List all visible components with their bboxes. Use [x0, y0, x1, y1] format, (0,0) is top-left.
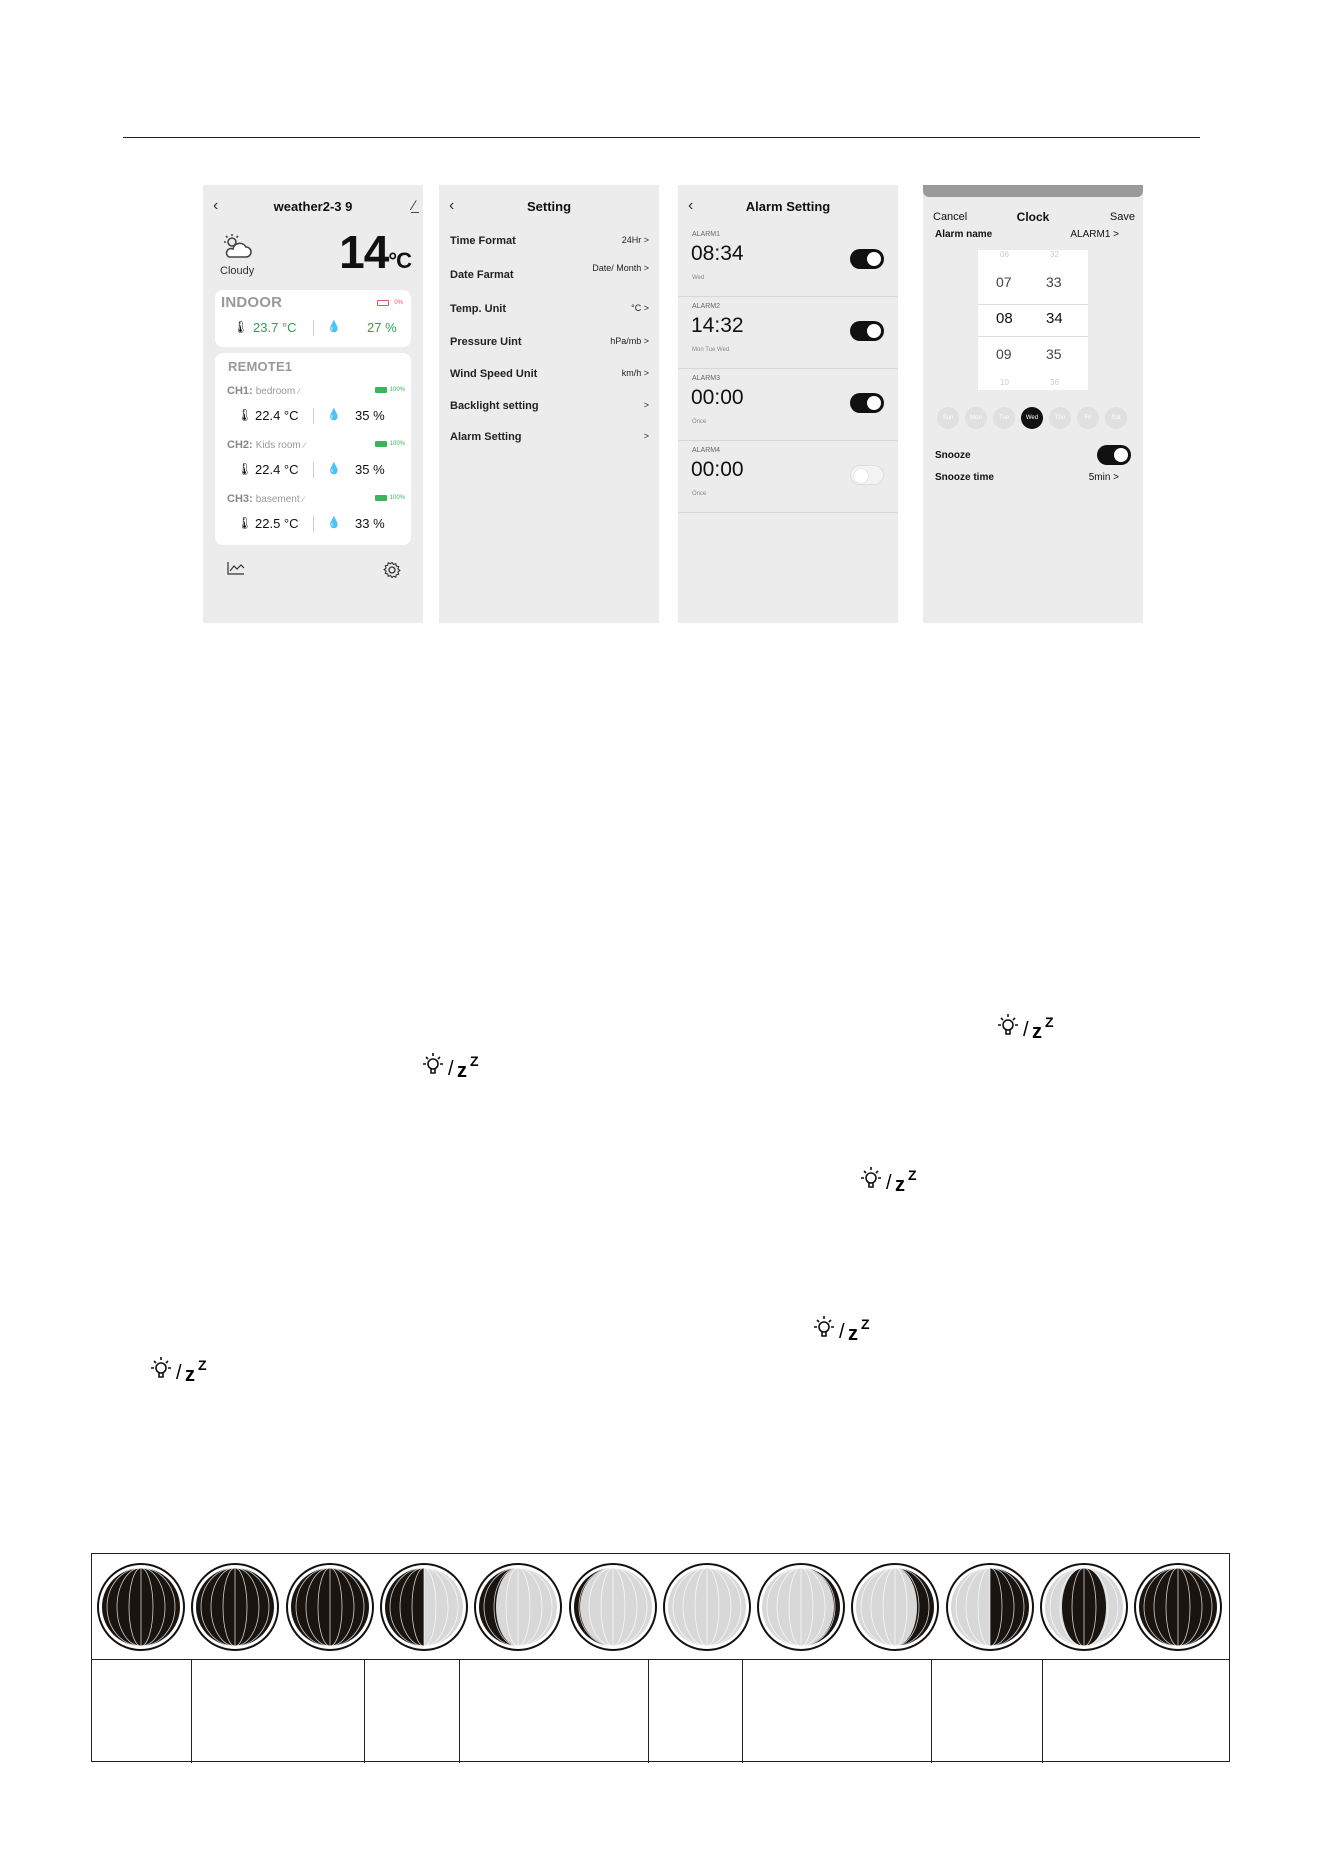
channel-3-readings: 🌡 22.5 °C 💧 33 %: [237, 516, 385, 531]
alarm-toggle[interactable]: [850, 249, 884, 269]
edit-icon: ∕: [303, 441, 306, 450]
channel-3-label[interactable]: CH3: basement ∕: [227, 493, 305, 505]
alarm-toggle[interactable]: [850, 465, 884, 485]
svg-text:/: /: [1023, 1019, 1029, 1041]
divider: [313, 408, 314, 424]
indoor-humidity: 27 %: [367, 320, 397, 335]
thermometer-icon: 🌡: [237, 462, 253, 476]
moon-phase-icon: [849, 1561, 941, 1653]
phone-clock-screen: [923, 185, 1143, 623]
battery-icon: [375, 441, 387, 447]
alarm-row[interactable]: [678, 441, 898, 513]
backlight-snooze-icon: [148, 1353, 214, 1385]
indoor-readings: [215, 318, 411, 338]
alarm-days: Once: [692, 419, 707, 425]
snooze-time-value[interactable]: 5min >: [1088, 472, 1119, 483]
condition-text: Cloudy: [220, 265, 255, 277]
alarm-row[interactable]: [678, 369, 898, 441]
minute-option[interactable]: 33: [1046, 274, 1062, 290]
svg-text:Z: Z: [861, 1316, 870, 1332]
cloudy-icon: [221, 233, 253, 268]
day-sun[interactable]: Sun: [937, 407, 959, 429]
battery-icon: [377, 300, 389, 306]
setting-pressure-unit[interactable]: Pressure Uint hPa/mb >: [450, 336, 649, 348]
moon-phase-icon: [944, 1561, 1036, 1653]
cancel-button[interactable]: Cancel: [933, 211, 968, 223]
setting-temp-unit[interactable]: Temp. Unit °C >: [450, 303, 649, 315]
alarm-toggle[interactable]: [850, 393, 884, 413]
table-divider: [459, 1659, 460, 1763]
header-rule: [123, 137, 1200, 138]
moon-phase-icon: [284, 1561, 376, 1653]
moon-phase-table: [91, 1553, 1230, 1762]
svg-text:/: /: [176, 1362, 182, 1384]
channel-1-label[interactable]: CH1: bedroom ∕: [227, 385, 300, 397]
setting-time-format[interactable]: Time Format 24Hr >: [450, 235, 649, 247]
picker-line: [978, 304, 1088, 305]
snooze-toggle[interactable]: [1097, 445, 1131, 465]
back-icon[interactable]: ‹: [688, 197, 694, 214]
day-tue[interactable]: Tue: [993, 407, 1015, 429]
setting-alarm[interactable]: Alarm Setting >: [450, 431, 649, 443]
moon-phase-icon: [567, 1561, 659, 1653]
outdoor-temperature: 14°C: [339, 226, 411, 278]
minute-option[interactable]: 35: [1046, 346, 1062, 362]
indoor-temp: 23.7 °C: [253, 320, 297, 335]
alarm-time: 00:00: [691, 386, 744, 409]
edit-icon[interactable]: ∕̲: [412, 197, 415, 213]
back-icon[interactable]: ‹: [213, 197, 219, 214]
moon-phase-icon: [189, 1561, 281, 1653]
channel-2-readings: 🌡 22.4 °C 💧 35 %: [237, 462, 385, 477]
battery-level: 100%: [389, 387, 405, 393]
minute-faint: 32: [1050, 250, 1059, 259]
phone-weather-screen: [203, 185, 423, 623]
hour-option[interactable]: 07: [996, 274, 1012, 290]
table-divider: [191, 1659, 192, 1763]
page-title: Setting: [526, 199, 572, 214]
backlight-snooze-icon: [995, 1010, 1061, 1042]
battery-level: 0%: [394, 300, 403, 306]
minute-selected[interactable]: 34: [1046, 310, 1063, 327]
indoor-card[interactable]: [215, 290, 411, 347]
svg-text:z: z: [457, 1060, 467, 1081]
divider: [313, 462, 314, 478]
moon-phase-icon: [472, 1561, 564, 1653]
svg-text:Z: Z: [470, 1053, 479, 1069]
alarm-toggle[interactable]: [850, 321, 884, 341]
table-divider: [1042, 1659, 1043, 1763]
phone-settings-screen: [439, 185, 659, 623]
svg-text:z: z: [185, 1364, 195, 1385]
page-title: Alarm Setting: [745, 199, 831, 214]
humidity-icon: 💧: [327, 517, 341, 529]
moon-phase-icon: [1038, 1561, 1130, 1653]
alarm-row[interactable]: [678, 297, 898, 369]
moon-phase-icon: [95, 1561, 187, 1653]
backlight-snooze-icon: [420, 1049, 486, 1081]
svg-text:Z: Z: [1045, 1014, 1054, 1030]
alarm-days: Mon Tue Wed: [692, 347, 730, 353]
edit-icon: ∕: [302, 495, 305, 504]
battery-icon: [375, 387, 387, 393]
sheet-top-bar: [923, 185, 1143, 197]
setting-date-format[interactable]: Date Farmat Date/ Month >: [450, 263, 649, 281]
alarm-label: ALARM2: [692, 303, 721, 310]
battery-level: 100%: [389, 441, 405, 447]
humidity-icon: 💧: [327, 321, 341, 333]
setting-wind-speed-unit[interactable]: Wind Speed Unit km/h >: [450, 368, 649, 380]
thermometer-icon: 🌡: [233, 320, 249, 334]
hour-faint: 10: [1000, 378, 1009, 387]
svg-text:Z: Z: [908, 1167, 917, 1183]
battery-icon: [375, 495, 387, 501]
moon-phase-icon: [661, 1561, 753, 1653]
humidity-icon: 💧: [327, 409, 341, 421]
time-picker[interactable]: [978, 250, 1088, 390]
chart-icon[interactable]: [227, 561, 245, 580]
table-divider: [364, 1659, 365, 1763]
hour-option[interactable]: 09: [996, 346, 1012, 362]
alarm-time: 14:32: [691, 314, 744, 337]
hour-selected[interactable]: 08: [996, 310, 1013, 327]
indoor-label: INDOOR: [221, 294, 283, 311]
alarm-name-value[interactable]: ALARM1 >: [1070, 229, 1119, 240]
battery-level: 100%: [389, 495, 405, 501]
picker-line: [978, 336, 1088, 337]
alarm-days: Once: [692, 491, 707, 497]
moon-phase-icon: [755, 1561, 847, 1653]
channel-2-label[interactable]: CH2: Kids room ∕: [227, 439, 306, 451]
page-title: Clock: [1016, 210, 1050, 224]
remote-card[interactable]: [215, 353, 411, 545]
backlight-snooze-icon: [811, 1312, 877, 1344]
remote-label: REMOTE1: [228, 359, 293, 374]
svg-text:/: /: [839, 1321, 845, 1343]
alarm-days: Wed: [692, 275, 705, 281]
table-divider: [648, 1659, 649, 1763]
edit-icon: ∕: [298, 387, 300, 396]
svg-text:z: z: [848, 1323, 858, 1344]
snooze-time-label: Snooze time: [935, 472, 994, 483]
svg-text:z: z: [895, 1174, 905, 1195]
gear-icon[interactable]: [383, 561, 401, 584]
hour-faint: 06: [1000, 250, 1009, 259]
svg-text:z: z: [1032, 1021, 1042, 1042]
day-wed[interactable]: Wed: [1021, 407, 1043, 429]
save-button[interactable]: Save: [1109, 211, 1135, 223]
backlight-snooze-icon: [858, 1163, 924, 1195]
moon-phase-icon: [378, 1561, 470, 1653]
svg-text:/: /: [448, 1058, 454, 1080]
alarm-row[interactable]: [678, 225, 898, 297]
day-thu[interactable]: Thu: [1049, 407, 1071, 429]
moon-phase-icon: [1132, 1561, 1224, 1653]
day-fri[interactable]: Fri: [1077, 407, 1099, 429]
alarm-label: ALARM3: [692, 375, 721, 382]
back-icon[interactable]: ‹: [449, 197, 455, 214]
divider: [313, 320, 314, 336]
humidity-icon: 💧: [327, 463, 341, 475]
day-sat[interactable]: Sat: [1105, 407, 1127, 429]
moon-phase-row: [92, 1554, 1229, 1660]
alarm-time: 00:00: [691, 458, 744, 481]
snooze-label: Snooze: [935, 450, 971, 461]
divider: [313, 516, 314, 532]
phone-alarm-screen: [678, 185, 898, 623]
station-title: weather2-3 9: [273, 199, 353, 214]
thermometer-icon: 🌡: [237, 408, 253, 422]
minute-faint: 36: [1050, 378, 1059, 387]
setting-backlight[interactable]: Backlight setting >: [450, 400, 649, 412]
svg-text:Z: Z: [198, 1357, 207, 1373]
alarm-label: ALARM4: [692, 447, 721, 454]
alarm-name-label: Alarm name: [935, 229, 993, 240]
svg-text:/: /: [886, 1172, 892, 1194]
channel-1-readings: 🌡 22.4 °C 💧 35 %: [237, 408, 385, 423]
alarm-label: ALARM1: [692, 231, 721, 238]
alarm-time: 08:34: [691, 242, 744, 265]
day-mon[interactable]: Mon: [965, 407, 987, 429]
table-divider: [931, 1659, 932, 1763]
table-divider: [742, 1659, 743, 1763]
thermometer-icon: 🌡: [237, 516, 253, 530]
